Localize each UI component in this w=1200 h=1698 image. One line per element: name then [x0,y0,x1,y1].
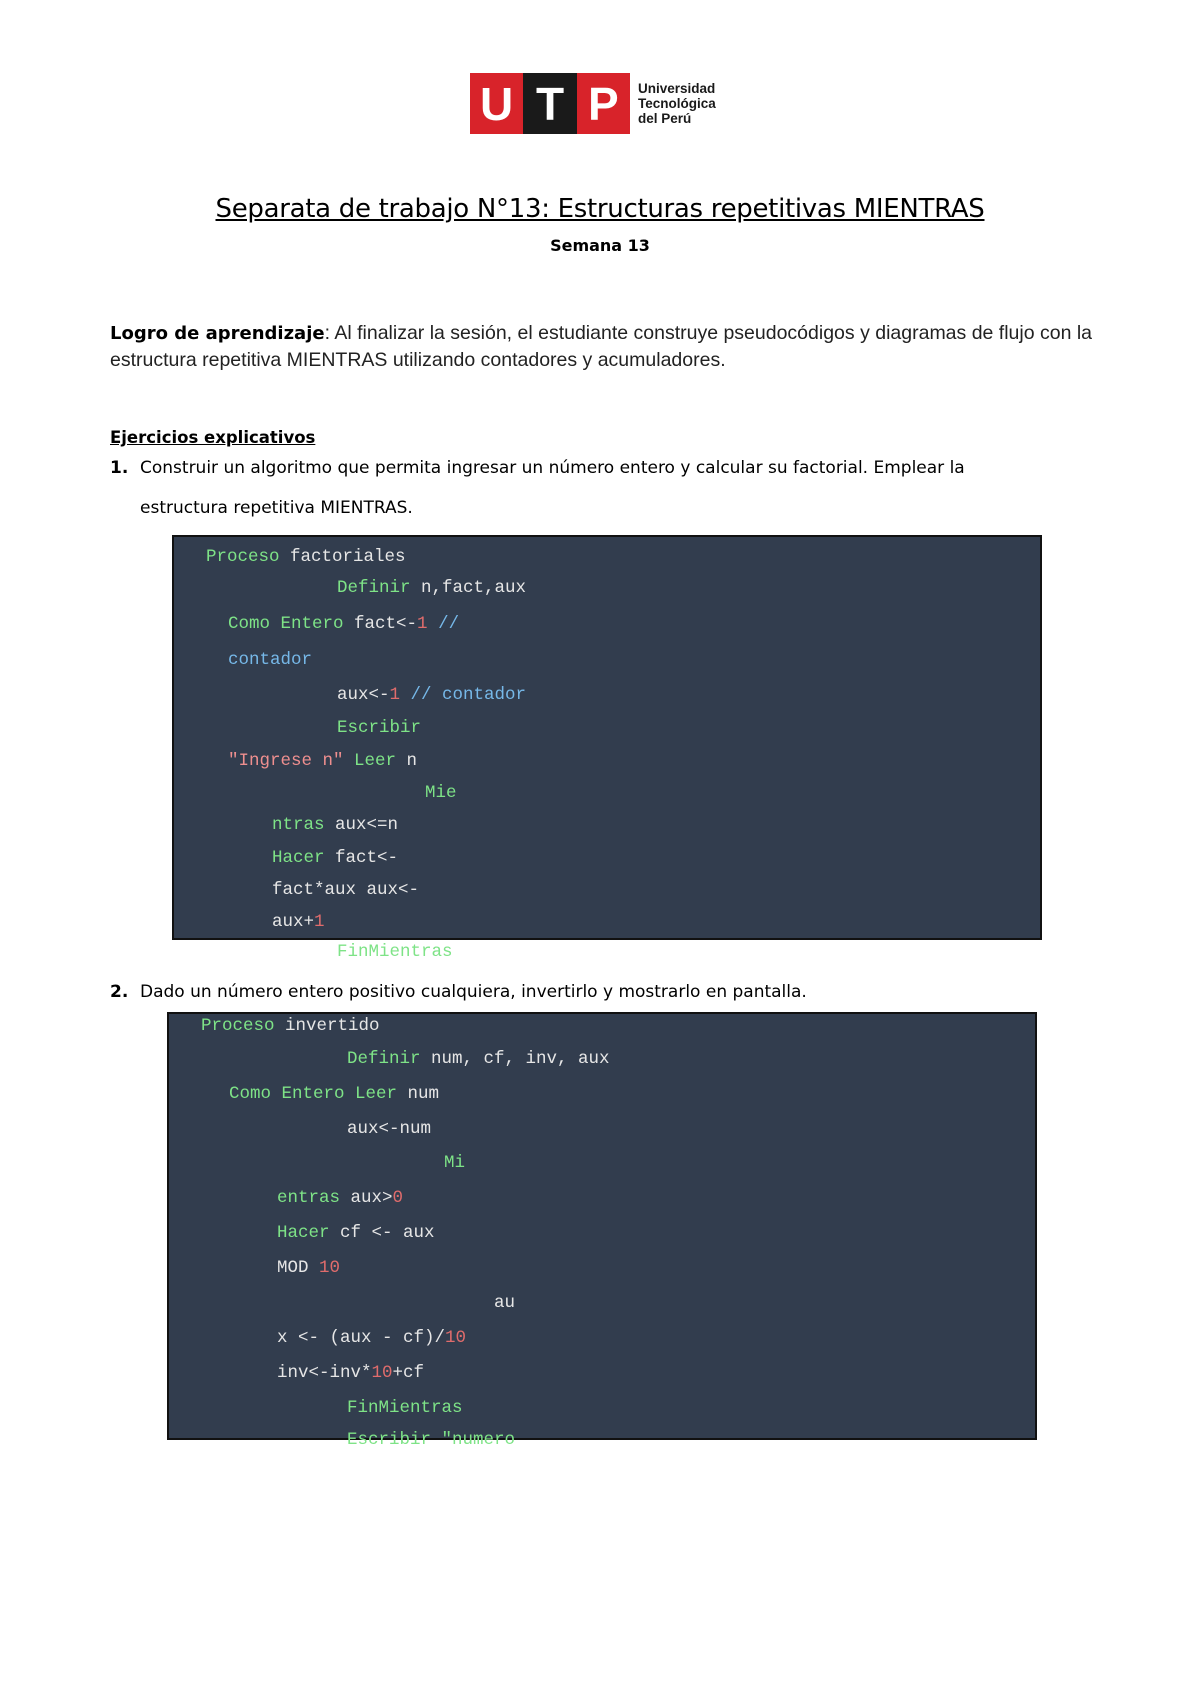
utp-logo-box [470,73,630,134]
document-title: Separata de trabajo N°13: Estructuras repetitivas MIENTRAS [215,194,985,224]
section-title: Ejercicios explicativos [110,428,316,447]
code-line: inv<-inv*10+cf [277,1363,425,1383]
exercise-text: Construir un algoritmo que permita ingresar un número entero y calcular su factorial. Emplear la [140,458,965,478]
exercise-number: 2. [110,982,129,1002]
code-line: Como Entero fact<-1 // [228,614,460,634]
learning-outcome [110,320,1110,373]
code-line: Hacer fact<- [272,848,399,868]
learning-outcome-text: : Al finalizar la sesión, el estudiante construye pseudocódigos y diagramas de flujo con la estructura repetitiva MIENTRAS utilizando contadores y acumuladores. [110,322,1093,371]
logo-wordmark [638,81,716,126]
code-line: aux<-1 // contador [337,685,527,705]
code-line: fact*aux aux<- [272,880,420,900]
logo-letter-u: U [480,77,514,130]
code-line: Escribir [337,718,422,738]
code-line: Definir num, cf, inv, aux [347,1049,610,1069]
code-block-invertido [167,1012,1037,1450]
code-line: entras aux>0 [277,1188,404,1208]
code-block-factoriales [172,535,1042,962]
code-line: Escribir "numero [347,1430,516,1450]
utp-logo [470,73,716,134]
logo-line-3: del Perú [638,111,692,126]
code-line: contador [228,650,313,670]
code-line: aux+1 [272,912,325,932]
learning-outcome-label: Logro de aprendizaje [110,323,325,344]
code-line: au [494,1293,516,1313]
code-line: aux<-num [347,1119,432,1139]
logo-letter-t: T [523,73,576,134]
code-line: Mie [425,783,457,803]
exercise-number: 1. [110,458,129,478]
exercise-text: Dado un número entero positivo cualquiera, invertirlo y mostrarlo en pantalla. [140,982,807,1002]
code-line: Hacer cf <- aux [277,1223,435,1243]
code-line: ntras aux<=n [272,815,399,835]
logo-letter-p: P [587,77,619,130]
code-line: FinMientras [337,942,453,962]
code-line: FinMientras [347,1398,463,1418]
exercise-1-continued: estructura repetitiva MIENTRAS. [140,498,413,518]
logo-line-2: Tecnológica [638,96,716,111]
document-subtitle: Semana 13 [550,236,650,255]
code-line: Como Entero Leer num [229,1084,440,1104]
code-line: Proceso factoriales [206,547,406,567]
code-line: Proceso invertido [201,1016,380,1036]
code-line: Definir n,fact,aux [337,578,527,598]
code-line: "Ingrese n" Leer n [228,751,418,771]
exercise-1 [110,458,965,478]
exercise-2 [110,982,807,1002]
code-line: x <- (aux - cf)/10 [277,1328,467,1348]
logo-line-1: Universidad [638,81,716,96]
code-line: Mi [444,1153,466,1173]
code-line: MOD 10 [277,1258,341,1278]
